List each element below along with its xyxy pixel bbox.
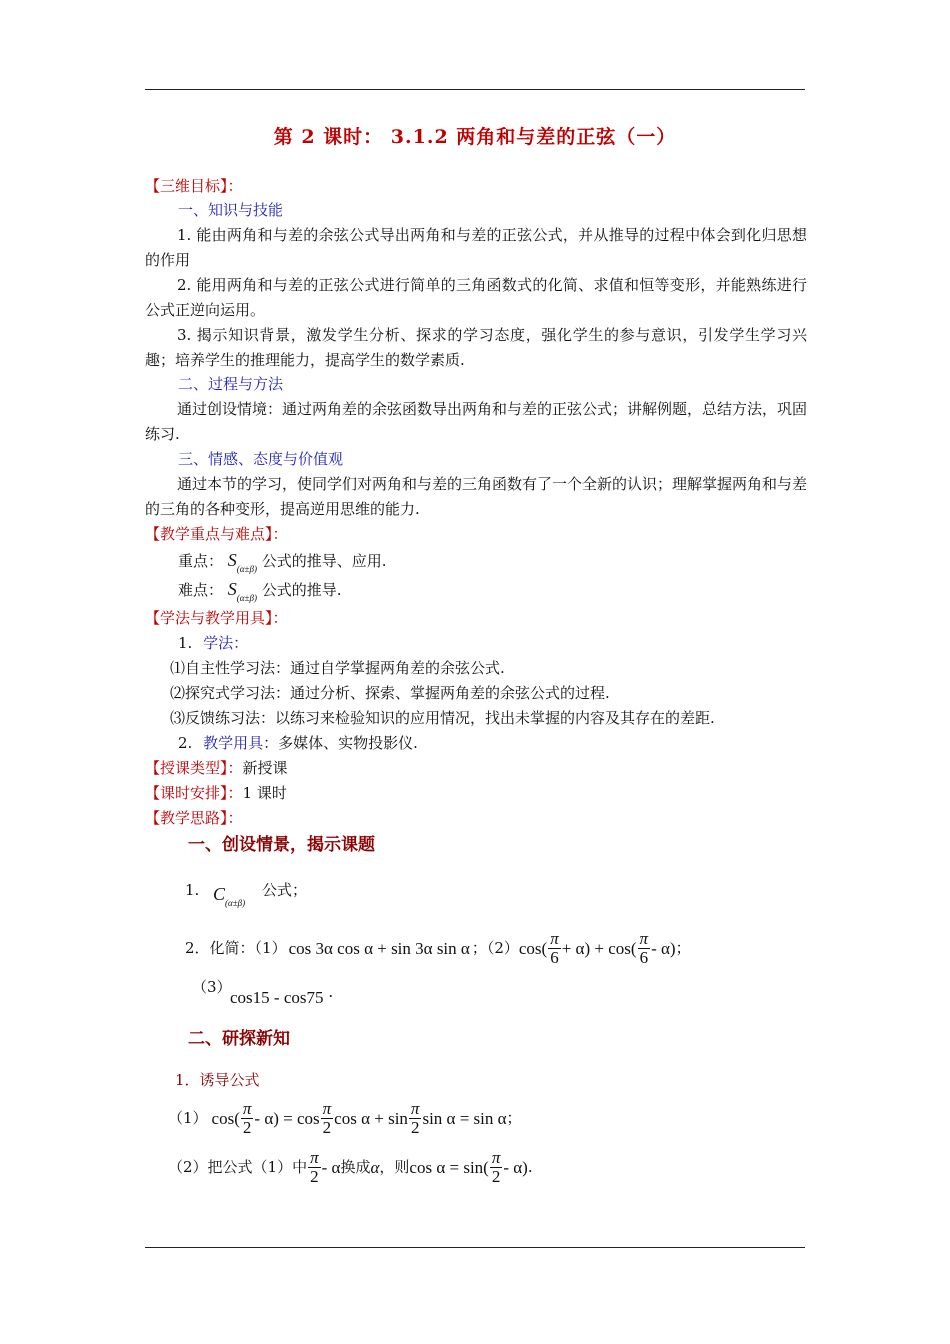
lesson-time-line [145, 781, 287, 806]
formula-2-cos: cos α = sin( [409, 1157, 489, 1177]
item-3-expression [230, 982, 333, 1008]
item-3-label: （3） [192, 978, 232, 996]
formula-2-end: . [527, 1157, 533, 1176]
lesson-time-heading: 【课时安排】： [145, 784, 243, 802]
knowledge-item-1: 1. 能由两角和与差的余弦公式导出两角和与差的正弦公式，并从推导的过程中体会到化归思想的作用 [145, 226, 807, 269]
key-point-label: 重点： [178, 552, 224, 570]
teaching-idea-heading: 【教学思路】： [145, 809, 243, 827]
expression-b-part2: + α) + cos( [561, 938, 637, 958]
item-1-text: 公式； [262, 881, 308, 899]
formula-1-part1: - α) = cos [254, 1108, 320, 1128]
formula-2-alpha: α [370, 1157, 380, 1177]
expression-b-part1: cos( [518, 938, 548, 958]
formula-c-symbol: C [213, 884, 226, 904]
method-item-1-number: 1. [178, 634, 193, 652]
method-item-2-label: 教学用具 [203, 734, 264, 752]
expression-b-part3: - α) [651, 938, 676, 958]
formula-c [213, 884, 245, 908]
expression-c-dot: . [328, 982, 333, 1001]
header-rule [145, 89, 805, 90]
fraction-pi-over-2: $\frac{\pi}{2}$ [242, 1098, 252, 1137]
method-item-1-label: 学法： [203, 634, 249, 652]
expression-c: cos15 - cos75 [230, 988, 324, 1007]
emotion-text: 通过本节的学习，使同学们对两角和与差的三角函数有了一个全新的认识；理解掌握两角和与差的三角的各种变形，提高逆用思维的能力. [145, 475, 808, 518]
key-points-heading: 【教学重点与难点】： [145, 525, 288, 543]
part-two-heading: 二、研探新知 [188, 1029, 290, 1049]
difficulty-text: 公式的推导. [261, 581, 342, 599]
fraction-pi-over-6: $\frac{\pi}{6}$ [639, 928, 649, 967]
formula-1-part3: sin α = sin α [422, 1108, 507, 1128]
method-sub-1: ⑴自主性学习法：通过自学掌握两角差的余弦公式. [170, 659, 505, 677]
formula-c-subscript: (α±β) [225, 898, 246, 908]
method-sub-3: ⑶反馈练习法：以练习来检验知识的应用情况，找出未掌握的内容及其存在的差距. [170, 709, 715, 727]
formula-1-end: ； [506, 1108, 522, 1127]
item-1-number: 1. [185, 881, 200, 899]
lesson-type-text: 新授课 [242, 759, 288, 777]
formula-1-label: （1） [168, 1108, 208, 1127]
method-item-2-text: ：多媒体、实物投影仪. [263, 734, 418, 752]
method-heading: 【学法与教学用具】： [145, 609, 288, 627]
formula-1-part2: cos α + sin [334, 1108, 408, 1128]
fraction-pi-over-2: $\frac{\pi}{2}$ [491, 1147, 501, 1186]
induced-formula-heading: 1．诱导公式 [175, 1071, 260, 1089]
fraction-pi-over-6: $\frac{\pi}{6}$ [550, 928, 559, 967]
formula-s-symbol: S [227, 579, 237, 599]
emotion-heading: 三、情感、态度与价值观 [178, 450, 344, 468]
page-title: 第 2 课时： 3.1.2 两角和与差的正弦（一） [273, 126, 677, 148]
formula-2-line [168, 1145, 533, 1189]
formula-2-mid: 换成 [340, 1157, 371, 1176]
formula-s-symbol: S [227, 550, 237, 570]
formula-1-cos: cos( [211, 1108, 240, 1128]
formula-2-label: （2）把公式（1）中 [168, 1157, 308, 1176]
formula-2-then: ，则 [379, 1157, 410, 1176]
lesson-type-line [145, 756, 288, 781]
difficulty-label: 难点： [178, 581, 224, 599]
method-item-2 [178, 731, 418, 756]
method-sub-2: ⑵探究式学习法：通过分析、探索、掌握两角差的余弦公式的过程. [170, 684, 610, 702]
process-heading: 二、过程与方法 [178, 375, 284, 393]
fraction-pi-over-2: $\frac{\pi}{2}$ [322, 1098, 332, 1137]
footer-rule [145, 1247, 805, 1248]
goals-heading: 【三维目标】： [145, 177, 243, 195]
formula-s-subscript: (α±β) [236, 564, 257, 574]
process-text: 通过创设情境：通过两角差的余弦函数导出两角和与差的正弦公式；讲解例题，总结方法，巩固练习. [145, 400, 808, 443]
expression-a: cos 3α cos α + sin 3α sin α [288, 938, 470, 958]
formula-1-line [168, 1096, 522, 1140]
formula-2-minus-alpha: - α [321, 1157, 341, 1177]
fraction-pi-over-2: $\frac{\pi}{2}$ [410, 1098, 420, 1137]
lesson-time-text: 1 课时 [242, 784, 287, 802]
item-2-label: 2．化简：（1） [185, 938, 287, 957]
knowledge-heading: 一、知识与技能 [178, 201, 284, 219]
knowledge-item-3: 3. 揭示知识背景，激发学生分析、探求的学习态度，强化学生的参与意识，引发学生学习兴趣；培养学生的推理能力，提高学生的数学素质. [145, 326, 807, 369]
formula-2-tail: - α) [503, 1157, 528, 1177]
part-one-heading: 一、创设情景，揭示课题 [188, 835, 375, 855]
knowledge-item-2: 2. 能用两角和与差的正弦公式进行简单的三角函数式的化简、求值和恒等变形，并能熟练进行公式正逆向运用。 [145, 276, 807, 319]
lesson-type-heading: 【授课类型】： [145, 759, 243, 777]
item-2-mid: ；（2） [471, 938, 519, 957]
item-2-line [185, 928, 691, 968]
item-2-end: ； [675, 938, 691, 957]
formula-s-subscript: (α±β) [236, 593, 257, 603]
method-item-1 [178, 631, 248, 656]
key-point-text: 公式的推导、应用. [261, 552, 387, 570]
fraction-pi-over-2: $\frac{\pi}{2}$ [310, 1147, 319, 1186]
method-item-2-number: 2. [178, 734, 193, 752]
